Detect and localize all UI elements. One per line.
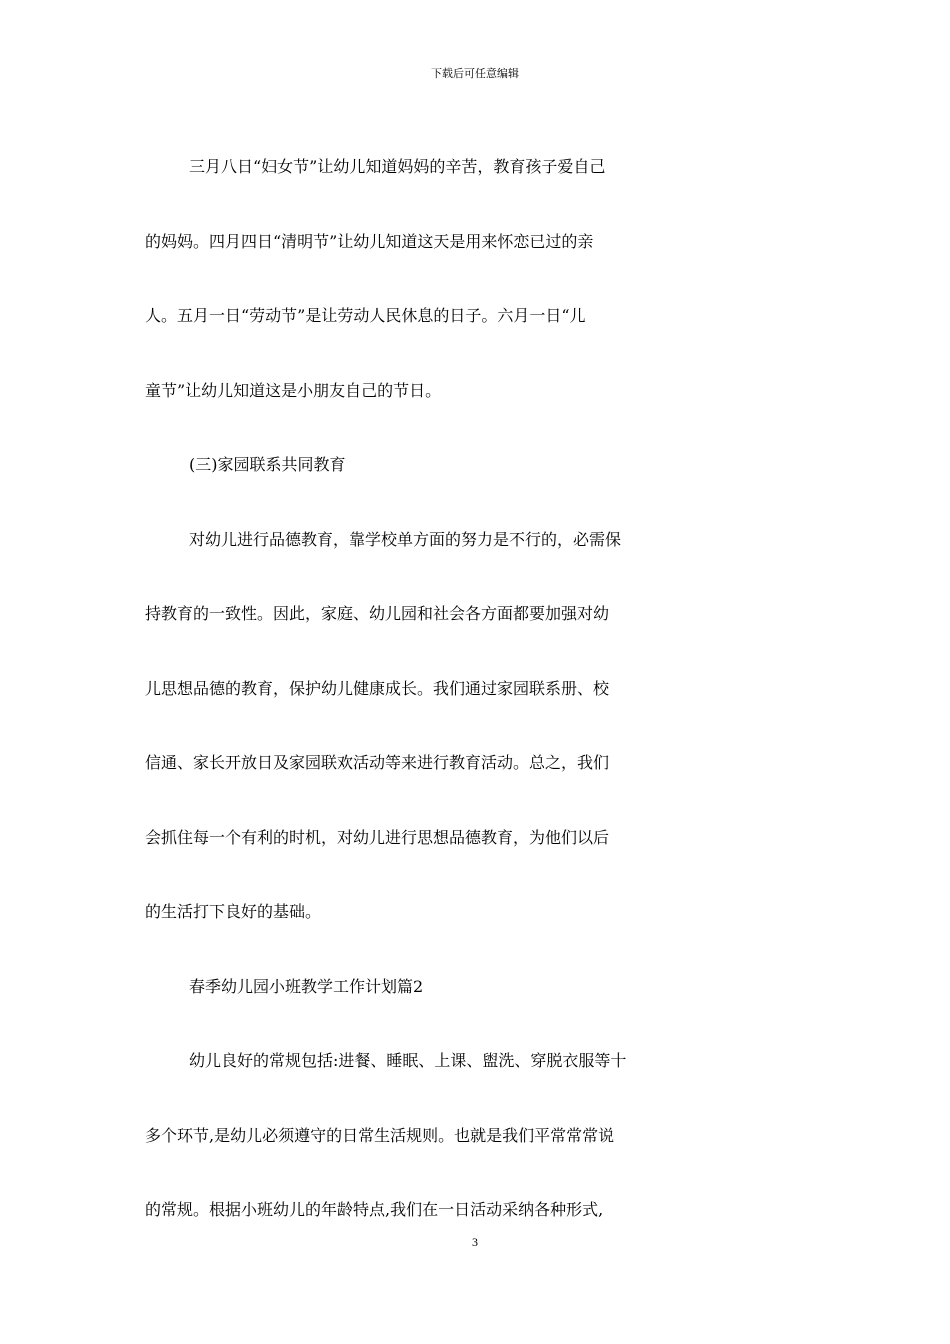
text-line: 人。五月一日“劳动节”是让劳动人民休息的日子。六月一日“儿 [145, 306, 586, 325]
section-heading [145, 428, 805, 503]
text-line: 对幼儿进行品德教育，靠学校单方面的努力是不行的，必需保 [189, 529, 622, 549]
text-line: 持教育的一致性。因此，家庭、幼儿园和社会各方面都要加强对幼 [145, 604, 610, 623]
text-line: 儿思想品德的教育，保护幼儿健康成长。我们通过家园联系册、校 [145, 678, 610, 698]
section-heading [145, 950, 805, 1025]
text-line: 童节”让幼儿知道这是小朋友自己的节日。 [145, 380, 442, 400]
text-line: 春季幼儿园小班教学工作计划篇2 [189, 976, 424, 996]
text-line: 多个环节,是幼儿必须遵守的日常生活规则。也就是我们平常常常说 [145, 1125, 615, 1145]
paragraph [145, 1024, 805, 1248]
text-line: (三)家园联系共同教育 [189, 455, 346, 474]
document-body [145, 130, 805, 1248]
text-line: 的生活打下良好的基础。 [145, 902, 322, 921]
paragraph [145, 130, 805, 428]
text-line: 信通、家长开放日及家园联欢活动等来进行教育活动。总之，我们 [145, 753, 610, 772]
page-number: 3 [472, 1235, 478, 1249]
text-line: 的常规。根据小班幼儿的年龄特点,我们在一日活动采纳各种形式, [145, 1200, 604, 1219]
paragraph [145, 503, 805, 950]
text-line: 幼儿良好的常规包括:进餐、睡眠、上课、盥洗、穿脱衣服等十 [189, 1051, 627, 1070]
text-line: 会抓住每一个有利的时机，对幼儿进行思想品德教育，为他们以后 [145, 827, 610, 847]
text-line: 三月八日“妇女节”让幼儿知道妈妈的辛苦，教育孩子爱自己 [189, 157, 606, 176]
page-header: 下载后可任意编辑 [431, 67, 519, 80]
text-line: 的妈妈。四月四日“清明节”让幼儿知道这天是用来怀恋已过的亲 [145, 231, 594, 251]
